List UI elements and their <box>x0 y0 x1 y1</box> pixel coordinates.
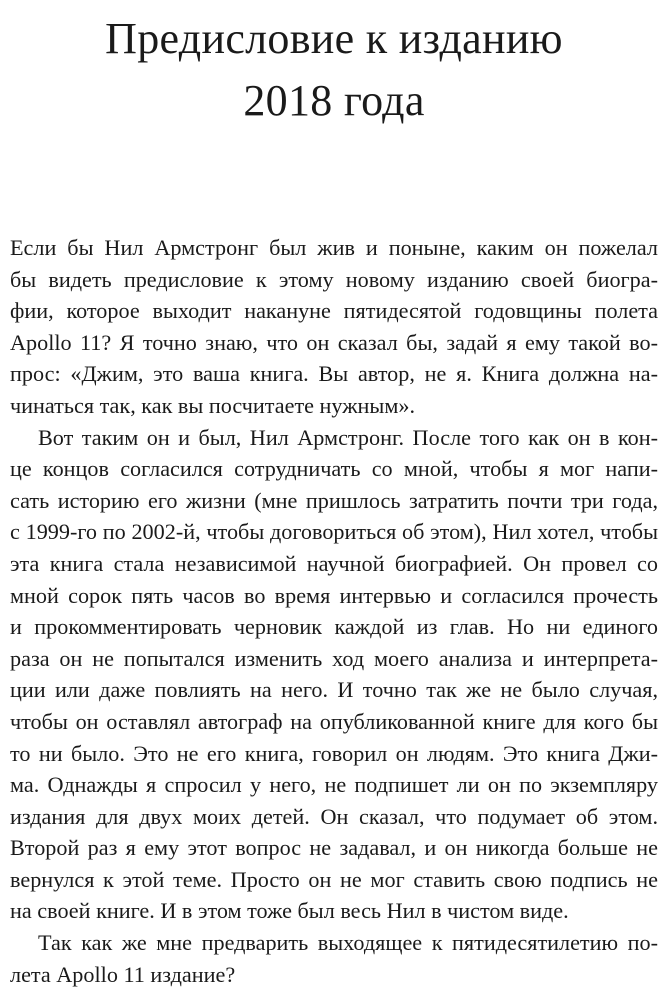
paragraph-1-line: Если бы Нил Армстронг был жив и поныне, каким он пожелал <box>10 235 658 260</box>
paragraph-1-line: фии, которое выходит накануне пятидесятой годовщины полета <box>10 298 658 324</box>
paragraph-2-line: с 1999-го по 2002-й, чтобы договориться об этом), Нил хотел, чтобы <box>10 519 658 545</box>
paragraph-2-line: издания для двух моих детей. Он сказал, что подумает об этом. <box>10 803 658 829</box>
paragraph-2-line: и прокомментировать черновик каждой из глав. Но ни единого <box>10 614 658 640</box>
paragraph-2-line: Вот таким он и был, Нил Армстронг. После того как он в кон- <box>38 424 658 450</box>
paragraph-1-line: Apollo 11? Я точно знаю, что он сказал бы, задай я ему такой во- <box>10 329 658 355</box>
paragraph-2-line: сать историю его жизни (мне пришлось затратить почти три года, <box>10 487 658 513</box>
paragraph-1-line: бы видеть предисловие к этому новому изданию своей биогра- <box>10 266 658 292</box>
paragraph-1-line: прос: «Джим, это ваша книга. Вы автор, не я. Книга должна на- <box>10 361 658 387</box>
paragraph-2-line: на своей книге. И в этом тоже был весь Нил в чистом виде. <box>10 898 569 924</box>
paragraph-3-line: Так как же мне предварить выходящее к пятидесятилетию по- <box>38 930 658 956</box>
body-text <box>10 232 658 990</box>
paragraph-2-line: раза он не попытался изменить ход моего анализа и интерпрета- <box>10 645 658 671</box>
chapter-title-line: Предисловие к изданию <box>105 14 563 63</box>
paragraph-2-line: чтобы он оставлял автограф на опубликованной книге для кого бы <box>10 708 658 734</box>
chapter-title-line: 2018 года <box>243 76 425 125</box>
paragraph-3-line: лета Apollo 11 издание? <box>10 961 236 987</box>
paragraph-2-line: то ни было. Это не его книга, говорил он людям. Это книга Джи- <box>10 740 658 766</box>
paragraph-2-line: вернулся к этой теме. Просто он не мог ставить свою подпись не <box>10 866 658 892</box>
paragraph-2-line: Второй раз я ему этот вопрос не задавал, и он никогда больше не <box>10 835 658 861</box>
paragraph-1-line: чинаться так, как вы посчитаете нужным». <box>10 392 416 418</box>
chapter-title <box>0 8 668 132</box>
paragraph-2-line: це концов согласился сотрудничать со мной, чтобы я мог напи- <box>10 456 658 482</box>
paragraph-2-line: мной сорок пять часов во время интервью и согласился прочесть <box>10 582 658 608</box>
paragraph-2-line: ма. Однажды я спросил у него, не подпишет ли он по экземпляру <box>10 772 658 798</box>
paragraph-2-line: эта книга стала независимой научной биографией. Он провел со <box>10 550 658 576</box>
paragraph-2-line: ции или даже повлиять на него. И точно так же не было случая, <box>10 677 658 703</box>
